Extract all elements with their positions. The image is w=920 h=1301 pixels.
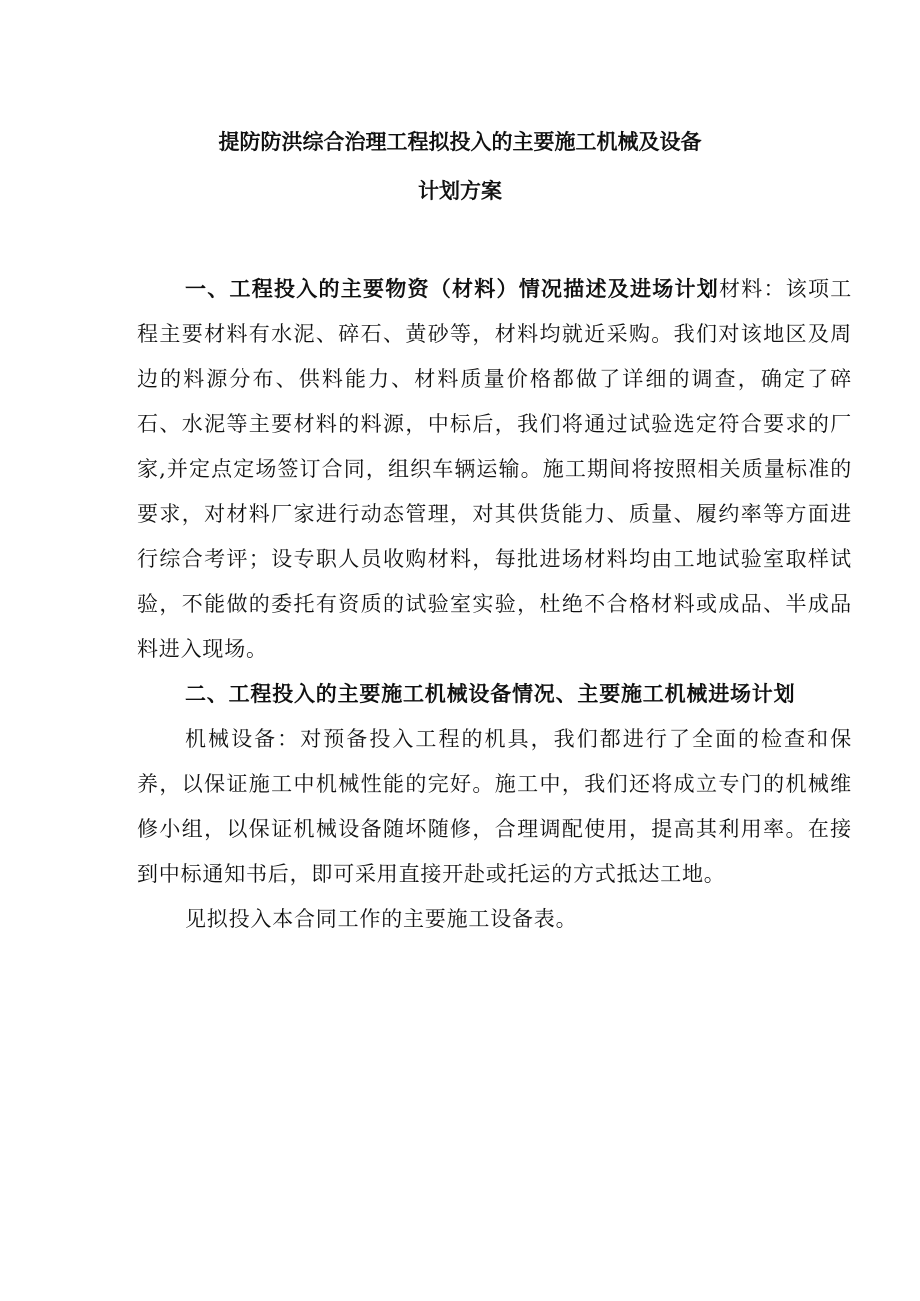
- equipment-table-reference: 见拟投入本合同工作的主要施工设备表。: [185, 907, 578, 931]
- document-title-line2: 计划方案: [418, 179, 502, 203]
- section2-paragraph: 机械设备：对预备投入工程的机具，我们都进行了全面的检查和保养，以保证施工中机械性能的完好。施工中，我们还将成立专门的机械维修小组，以保证机械设备随坏随修，合理调配使用，提高其利用率。在接到中标通知书后，即可采用直接开赴或托运的方式抵达工地。: [137, 727, 852, 886]
- section1-paragraph: [137, 267, 852, 672]
- document-body: [137, 267, 852, 942]
- section2-heading: 二、工程投入的主要施工机械设备情况、主要施工机械进场计划: [185, 682, 796, 706]
- section1-heading: 一、工程投入的主要物资（材料）情况描述及进场计划: [185, 277, 719, 301]
- document-title: 提防防洪综合治理工程拟投入的主要施工机械及设备: [218, 130, 702, 154]
- section1-text: 材料：该项工程主要材料有水泥、碎石、黄砂等，材料均就近采购。我们对该地区及周边的料源分布、供料能力、材料质量价格都做了详细的调查，确定了碎石、水泥等主要材料的料源，中标后，我们将通过试验选定符合要求的厂家,并定点定场签订合同，组织车辆运输。施工期间将按照相关质量标准的要求，对材料厂家进行动态管理，对其供货能力、质量、履约率等方面进行综合考评；设专职人员收购材料，每批进场材料均由工地试验室取样试验，不能做的委托有资质的试验室实验，杜绝不合格材料或成品、半成品料进入现场。: [137, 277, 852, 661]
